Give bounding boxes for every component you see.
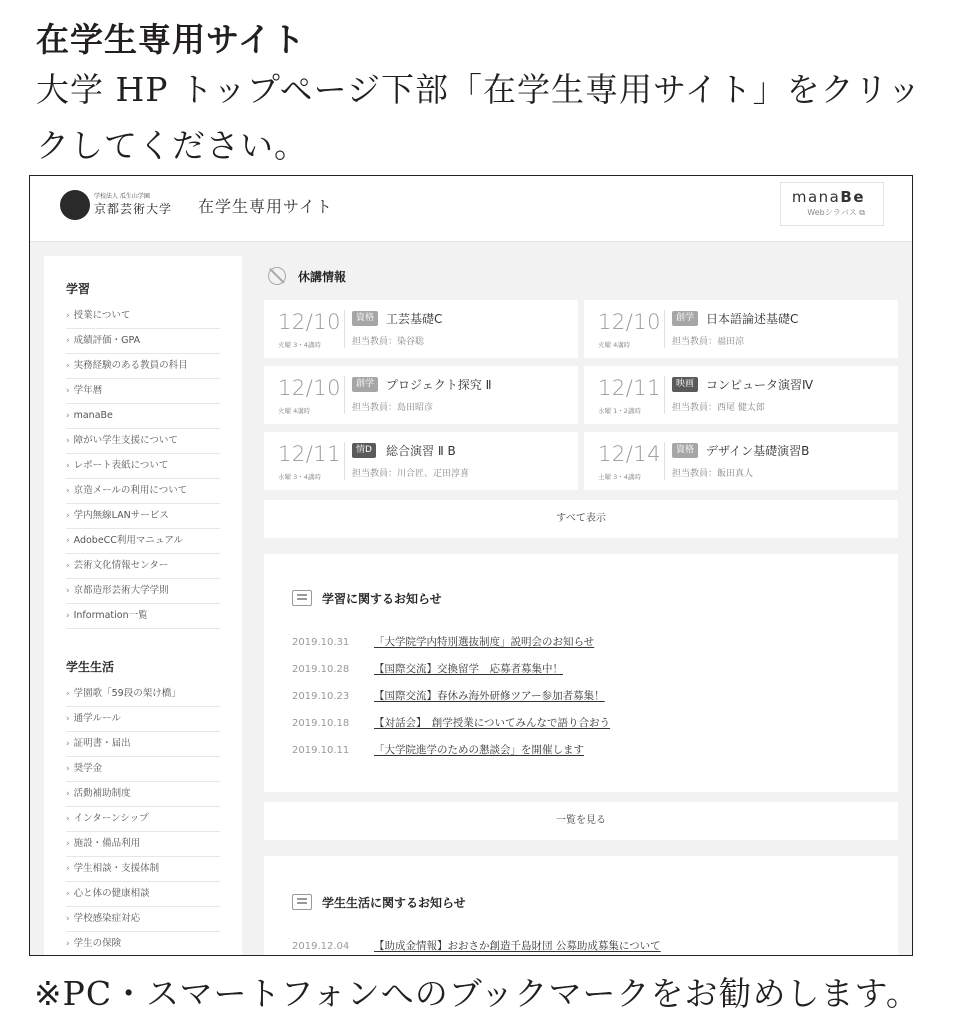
- sidebar-nav-item[interactable]: [66, 529, 220, 554]
- news-link[interactable]: 【助成金情報】おおさか創造千島財団 公募助成募集について: [374, 940, 661, 952]
- life-news-title: 学生生活に関するお知らせ: [322, 896, 466, 910]
- chevron-right-icon: ›: [66, 311, 70, 321]
- news-item: [292, 934, 661, 952]
- cancellation-card[interactable]: [584, 366, 898, 424]
- sidebar: [44, 256, 242, 956]
- sidebar-nav-label: 学内無線LANサービス: [73, 510, 169, 521]
- sidebar-nav-label: 証明書・届出: [73, 738, 131, 749]
- chevron-right-icon: ›: [66, 714, 70, 724]
- manabe-subtitle: Webシラバス ⧉: [807, 208, 865, 217]
- study-news-panel: [264, 554, 898, 792]
- card-teacher: 担当教員：福田涼: [672, 337, 745, 347]
- chevron-right-icon: ›: [66, 914, 70, 924]
- sidebar-nav-item[interactable]: [66, 907, 220, 932]
- life-news-panel: [264, 856, 898, 956]
- card-date: 12/11: [598, 376, 662, 400]
- sidebar-nav-label: 実務経験のある教員の科目: [73, 360, 188, 371]
- sidebar-nav-item[interactable]: [66, 504, 220, 529]
- sidebar-nav-label: manaBe: [73, 410, 113, 421]
- sidebar-nav-label: 学園歌「59段の架け橋」: [73, 688, 181, 699]
- news-item: [292, 711, 610, 729]
- card-period: 水曜 1・2講時: [598, 407, 641, 415]
- document-heading: 在学生専用サイト: [36, 20, 306, 59]
- sidebar-nav-label: Information一覧: [73, 610, 148, 621]
- chevron-right-icon: ›: [66, 739, 70, 749]
- news-link[interactable]: 「大学院学内特別選抜制度」説明会のお知らせ: [374, 636, 595, 648]
- news-item: [292, 630, 594, 648]
- news-list-icon: [292, 894, 312, 910]
- bookmark-note: ※PC・スマートフォンへのブックマークをお勧めします。: [34, 974, 920, 1013]
- sidebar-nav-label: 授業について: [73, 310, 131, 321]
- card-teacher: 担当教員：西尾 健太郎: [672, 403, 765, 413]
- chevron-right-icon: ›: [66, 511, 70, 521]
- chevron-right-icon: ›: [66, 586, 70, 596]
- logo-name[interactable]: 京都芸術大学: [94, 202, 173, 216]
- manabe-logo: manaBe: [791, 188, 865, 206]
- sidebar-nav-item[interactable]: [66, 554, 220, 579]
- card-subject: コンピュータ演習Ⅳ: [706, 378, 814, 392]
- card-teacher: 担当教員：川合匠、疋田淳喜: [352, 469, 470, 479]
- sidebar-nav-label: 学年暦: [73, 385, 103, 396]
- chevron-right-icon: ›: [66, 561, 70, 571]
- sidebar-nav-item[interactable]: [66, 807, 220, 832]
- external-window-icon: ⧉: [859, 208, 865, 217]
- sidebar-nav-label: 施設・備品利用: [73, 838, 141, 849]
- sidebar-nav-item[interactable]: [66, 579, 220, 604]
- cancellation-title: 休講情報: [298, 270, 347, 284]
- sidebar-nav-label: インターンシップ: [73, 813, 149, 824]
- sidebar-nav-item[interactable]: [66, 379, 220, 404]
- card-date: 12/10: [278, 376, 342, 400]
- news-date: 2019.10.18: [292, 718, 350, 729]
- card-period: 土曜 3・4講時: [598, 473, 641, 481]
- sidebar-nav-label: 障がい学生支援について: [73, 435, 178, 446]
- sidebar-nav-item[interactable]: [66, 454, 220, 479]
- site-header: [30, 176, 912, 242]
- chevron-right-icon: ›: [66, 789, 70, 799]
- sidebar-nav-item[interactable]: [66, 832, 220, 857]
- sidebar-nav-label: 京造メールの利用について: [73, 485, 188, 496]
- news-link[interactable]: 【対話会】 創学授業についてみんなで語り合おう: [374, 717, 611, 729]
- cancellation-card[interactable]: [264, 432, 578, 490]
- card-subject: 総合演習 Ⅱ B: [386, 444, 456, 458]
- chevron-right-icon: ›: [66, 436, 70, 446]
- sidebar-nav-item[interactable]: [66, 682, 220, 707]
- chevron-right-icon: ›: [66, 611, 70, 621]
- sidebar-nav-item[interactable]: [66, 932, 220, 956]
- department-badge: 情D: [352, 443, 376, 458]
- university-logo-icon[interactable]: [60, 190, 90, 220]
- card-divider: [344, 376, 345, 414]
- card-teacher: 担当教員：飯田真人: [672, 469, 754, 479]
- sidebar-nav-item[interactable]: [66, 429, 220, 454]
- news-list-icon: [292, 590, 312, 606]
- nav-heading-study: 学習: [66, 282, 91, 296]
- chevron-right-icon: ›: [66, 361, 70, 371]
- sidebar-nav-label: AdobeCC利用マニュアル: [73, 535, 184, 546]
- sidebar-nav-label: 奨学金: [73, 763, 103, 774]
- news-link[interactable]: 【国際交流】春休み海外研修ツアー参加者募集！: [374, 690, 605, 702]
- sidebar-nav-item[interactable]: [66, 354, 220, 379]
- news-date: 2019.12.04: [292, 941, 350, 952]
- sidebar-nav-item[interactable]: [66, 479, 220, 504]
- news-item: [292, 738, 584, 756]
- sidebar-nav-item[interactable]: [66, 329, 220, 354]
- card-teacher: 担当教員：島田昭彦: [352, 403, 434, 413]
- news-date: 2019.10.31: [292, 637, 350, 648]
- department-badge: 資格: [352, 311, 378, 326]
- chevron-right-icon: ›: [66, 814, 70, 824]
- department-badge: 映画: [672, 377, 698, 392]
- sidebar-nav-item[interactable]: [66, 782, 220, 807]
- card-date: 12/10: [598, 310, 662, 334]
- card-date: 12/14: [598, 442, 662, 466]
- sidebar-nav-label: 学校感染症対応: [73, 913, 141, 924]
- news-date: 2019.10.23: [292, 691, 350, 702]
- chevron-right-icon: ›: [66, 864, 70, 874]
- chevron-right-icon: ›: [66, 939, 70, 949]
- news-item: [292, 657, 563, 675]
- site-screenshot: [29, 175, 913, 956]
- department-badge: 創学: [672, 311, 698, 326]
- cancellation-card[interactable]: [264, 300, 578, 358]
- nav-heading-student-life: 学生生活: [66, 660, 115, 674]
- sidebar-nav-item[interactable]: [66, 604, 220, 629]
- card-divider: [664, 376, 665, 414]
- department-badge: 創学: [352, 377, 378, 392]
- news-link[interactable]: 【国際交流】交換留学 応募者募集中！: [374, 663, 563, 675]
- sidebar-nav-item[interactable]: [66, 304, 220, 329]
- card-divider: [344, 442, 345, 480]
- card-teacher: 担当教員：染谷聡: [352, 337, 425, 347]
- sidebar-nav-item[interactable]: [66, 732, 220, 757]
- card-divider: [664, 442, 665, 480]
- sidebar-nav-item[interactable]: [66, 757, 220, 782]
- news-date: 2019.10.11: [292, 745, 350, 756]
- department-badge: 資格: [672, 443, 698, 458]
- cancellation-card[interactable]: [584, 300, 898, 358]
- show-all-button[interactable]: すべて表示: [264, 500, 898, 538]
- study-nav-list: [66, 304, 220, 629]
- sidebar-nav-label: 成績評価・GPA: [73, 335, 141, 346]
- sidebar-nav-label: 学生相談・支援体制: [73, 863, 160, 874]
- chevron-right-icon: ›: [66, 386, 70, 396]
- chevron-right-icon: ›: [66, 764, 70, 774]
- card-period: 火曜 4講時: [598, 341, 631, 349]
- chevron-right-icon: ›: [66, 839, 70, 849]
- card-subject: 日本語論述基礎C: [706, 312, 799, 326]
- site-title: 在学生専用サイト: [198, 197, 333, 216]
- card-subject: 工芸基礎C: [386, 312, 443, 326]
- news-item: [292, 684, 605, 702]
- view-list-button[interactable]: 一覧を見る: [264, 802, 898, 840]
- chevron-right-icon: ›: [66, 411, 70, 421]
- card-period: 水曜 3・4講時: [278, 473, 321, 481]
- sidebar-nav-item[interactable]: [66, 857, 220, 882]
- news-date: 2019.10.28: [292, 664, 350, 675]
- chevron-right-icon: ›: [66, 336, 70, 346]
- student-life-nav-list: [66, 682, 220, 956]
- chevron-right-icon: ›: [66, 689, 70, 699]
- card-period: 火曜 3・4講時: [278, 341, 321, 349]
- document-instruction: 大学 HP トップページ下部「在学生専用サイト」をクリックしてください。: [36, 70, 922, 165]
- cancellation-card[interactable]: [264, 366, 578, 424]
- chevron-right-icon: ›: [66, 461, 70, 471]
- card-divider: [664, 310, 665, 348]
- card-subject: プロジェクト探究 Ⅱ: [386, 378, 492, 392]
- card-date: 12/11: [278, 442, 342, 466]
- manabe-button[interactable]: [780, 182, 884, 226]
- sidebar-nav-item[interactable]: [66, 882, 220, 907]
- sidebar-nav-label: 通学ルール: [73, 713, 121, 724]
- card-divider: [344, 310, 345, 348]
- chevron-right-icon: ›: [66, 889, 70, 899]
- news-link[interactable]: 「大学院進学のための懇談会」を開催します: [374, 744, 584, 756]
- sidebar-nav-label: 活動補助制度: [73, 788, 131, 799]
- cancel-icon: [268, 267, 286, 285]
- study-news-title: 学習に関するお知らせ: [322, 592, 442, 606]
- sidebar-nav-label: 芸術文化情報センター: [73, 560, 169, 571]
- card-subject: デザイン基礎演習B: [706, 444, 810, 458]
- sidebar-nav-label: 学生の保険: [73, 938, 122, 949]
- sidebar-nav-item[interactable]: [66, 707, 220, 732]
- card-period: 火曜 4講時: [278, 407, 311, 415]
- sidebar-nav-label: レポート表紙について: [73, 460, 169, 471]
- sidebar-nav-label: 京都造形芸術大学学則: [73, 585, 169, 596]
- chevron-right-icon: ›: [66, 486, 70, 496]
- chevron-right-icon: ›: [66, 536, 70, 546]
- logo-subtitle: 学校法人 瓜生山学園: [94, 193, 150, 200]
- sidebar-nav-label: 心と体の健康相談: [73, 888, 150, 899]
- cancellation-card[interactable]: [584, 432, 898, 490]
- sidebar-nav-item[interactable]: [66, 404, 220, 429]
- card-date: 12/10: [278, 310, 342, 334]
